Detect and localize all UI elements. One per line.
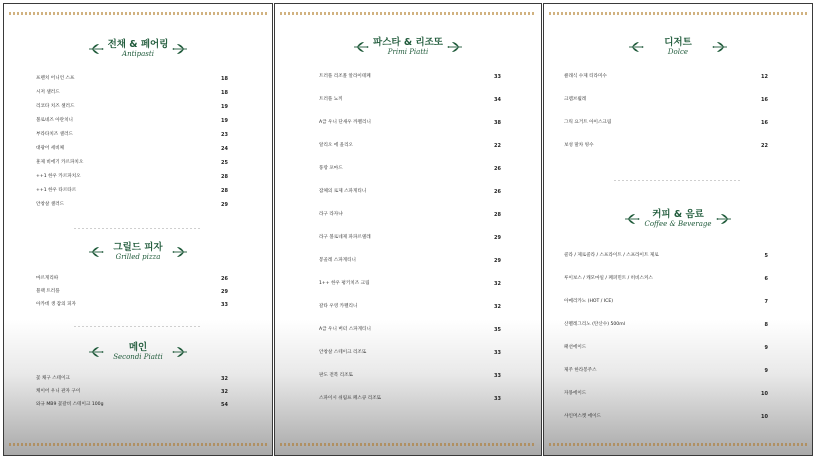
- menu-item: [319, 371, 501, 381]
- decorative-border-top: [9, 12, 267, 15]
- item-price: 8: [764, 322, 768, 328]
- item-name: 산펠레그리노 (탄산수) 500ml: [564, 322, 625, 327]
- item-price: 29: [494, 235, 501, 241]
- item-price: 32: [221, 376, 228, 382]
- menu-item: [564, 412, 768, 422]
- leaf-flourish-icon: [716, 213, 732, 225]
- item-price: 9: [764, 345, 768, 351]
- item-price: 33: [494, 350, 501, 356]
- item-price: 6: [764, 276, 768, 282]
- item-name: ++1 한우 카르파치오: [36, 174, 81, 179]
- item-price: 28: [221, 188, 228, 194]
- menu-item: [319, 325, 501, 335]
- item-name: A급 우니 단새우 까펠리니: [319, 120, 371, 125]
- menu-item: [564, 118, 768, 128]
- menu-item: [319, 302, 501, 312]
- section-antipasti: [4, 39, 272, 208]
- item-name: 훈제 비에기 카르파치오: [36, 160, 84, 165]
- section-title: 파스타 & 리조또: [373, 37, 443, 48]
- section-subtitle: Primi Piatti: [387, 48, 429, 56]
- item-price: 33: [494, 396, 501, 402]
- item-price: 25: [221, 160, 228, 166]
- leaf-flourish-icon: [172, 346, 188, 358]
- menu-item: [319, 72, 501, 82]
- menu-item: [319, 118, 501, 128]
- item-name: 대광어 세비체: [36, 146, 65, 151]
- menu-item: [36, 130, 228, 140]
- menu-item: [36, 287, 228, 297]
- item-price: 34: [494, 97, 501, 103]
- section-divider: [74, 228, 202, 229]
- item-name: 꽃 채구 스테이크: [36, 376, 70, 381]
- section-divider: [614, 180, 742, 181]
- decorative-border-bottom: [9, 443, 267, 446]
- menu-item: [36, 158, 228, 168]
- item-price: 32: [494, 281, 501, 287]
- leaf-flourish-icon: [172, 43, 188, 55]
- section-dolce: [544, 37, 812, 149]
- menu-page-3: [543, 3, 813, 456]
- item-price: 33: [221, 302, 228, 308]
- item-name: ++1 한우 타르타르: [36, 188, 77, 193]
- item-price: 19: [221, 104, 228, 110]
- item-price: 28: [221, 174, 228, 180]
- item-name: A급 우니 버터 스파게티니: [319, 327, 371, 332]
- item-price: 19: [221, 118, 228, 124]
- item-price: 7: [764, 299, 768, 305]
- item-name: 프렌치 어니언 스프: [36, 76, 75, 81]
- menu-page-1: [3, 3, 273, 456]
- leaf-flourish-icon: [88, 246, 104, 258]
- section-grilled-pizza: [4, 242, 272, 308]
- menu-item: [319, 279, 501, 289]
- menu-item: [36, 88, 228, 98]
- item-name: 클래식 수제 티라미수: [564, 74, 607, 79]
- menu-item: [319, 141, 501, 151]
- item-name: 볼로네즈 아란치니: [36, 118, 73, 123]
- item-price: 29: [221, 289, 228, 295]
- item-price: 9: [764, 368, 768, 374]
- section-title: 전채 & 페어링: [107, 39, 169, 50]
- item-name: 1++ 한우 평키치즈 크림: [319, 281, 370, 286]
- item-name: 콜라 / 제로콜라 / 스프라이트 / 스프라이트 제로: [564, 253, 659, 258]
- leaf-flourish-icon: [353, 41, 369, 53]
- item-price: 28: [494, 212, 501, 218]
- item-name: 시저 샐러드: [36, 90, 60, 95]
- item-name: 풍랑 포마드: [319, 166, 343, 171]
- menu-item: [564, 320, 768, 330]
- menu-item: [564, 366, 768, 376]
- decorative-border-bottom: [280, 443, 536, 446]
- item-name: 봉골레 스파게티니: [319, 258, 356, 263]
- item-price: 35: [494, 327, 501, 333]
- item-price: 29: [494, 258, 501, 264]
- menu-item: [36, 74, 228, 84]
- item-name: 안창살 스테이크 리조또: [319, 350, 367, 355]
- decorative-border-bottom: [549, 443, 807, 446]
- section-subtitle: Secondi Piatti: [113, 353, 163, 361]
- item-name: 아메리카노 (HOT / ICE): [564, 299, 614, 304]
- item-name: 라구 라자냐: [319, 212, 343, 217]
- menu-item: [319, 348, 501, 358]
- section-primi-piatti: [275, 37, 541, 402]
- item-name: 라구 볼로네제 파파르델레: [319, 235, 371, 240]
- item-name: 케이어 우니 관자 구이: [36, 389, 81, 394]
- item-price: 10: [761, 414, 768, 420]
- menu-item: [319, 233, 501, 243]
- item-name: 그릭 요거트 아이스크림: [564, 120, 612, 125]
- section-secondi-piatti: [4, 342, 272, 408]
- section-coffee-beverage: [544, 209, 812, 420]
- menu-item: [564, 297, 768, 307]
- item-price: 26: [494, 166, 501, 172]
- item-name: 자몽에이드: [564, 391, 587, 396]
- item-name: 아카데 생 잠의 피자: [36, 302, 76, 307]
- item-price: 29: [221, 202, 228, 208]
- section-subtitle: Grilled pizza: [115, 253, 161, 261]
- menu-item: [319, 187, 501, 197]
- leaf-flourish-icon: [628, 41, 644, 53]
- section-title: 커피 & 음료: [652, 209, 704, 220]
- menu-item: [564, 274, 768, 284]
- item-price: 26: [221, 276, 228, 282]
- leaf-flourish-icon: [88, 43, 104, 55]
- leaf-flourish-icon: [712, 41, 728, 53]
- menu-item: [36, 144, 228, 154]
- menu-item: [36, 200, 228, 210]
- leaf-flourish-icon: [447, 41, 463, 53]
- menu-item: [36, 387, 228, 397]
- section-heading: [544, 209, 812, 235]
- item-name: 안창살 샐러드: [36, 202, 65, 207]
- item-name: 리코타 치즈 샐러드: [36, 104, 75, 109]
- item-name: 제주 한라봉주스: [564, 368, 597, 373]
- menu-item: [564, 389, 768, 399]
- leaf-flourish-icon: [88, 346, 104, 358]
- item-name: 보성 말차 빙수: [564, 143, 594, 148]
- section-heading: [4, 342, 272, 368]
- item-price: 24: [221, 146, 228, 152]
- section-title: 그릴드 피자: [113, 242, 163, 253]
- menu-item: [319, 256, 501, 266]
- item-price: 33: [494, 74, 501, 80]
- item-price: 16: [761, 120, 768, 126]
- menu-item: [564, 72, 768, 82]
- item-price: 22: [494, 143, 501, 149]
- item-name: 트러플 뇨끼: [319, 97, 343, 102]
- menu-item: [36, 374, 228, 384]
- item-name: 와규 MB9 꽃갈비 스테이크 100g: [36, 402, 104, 407]
- item-name: 부라타치즈 샐러드: [36, 132, 73, 137]
- item-name: 샤인머스캣 에이드: [564, 414, 601, 419]
- section-heading: [4, 242, 272, 268]
- item-name: 잠체의 로제 스파게티니: [319, 189, 367, 194]
- menu-item: [564, 251, 768, 261]
- menu-item: [36, 274, 228, 284]
- menu-page-2: [274, 3, 542, 456]
- item-price: 18: [221, 76, 228, 82]
- item-price: 23: [221, 132, 228, 138]
- item-name: 마르게리따: [36, 276, 59, 281]
- section-subtitle: Coffee & Beverage: [644, 220, 712, 228]
- item-name: 트러플 리조폴 알라이테페: [319, 74, 371, 79]
- item-name: 판도 전복 리조또: [319, 373, 353, 378]
- item-price: 10: [761, 391, 768, 397]
- section-divider: [74, 326, 202, 327]
- item-price: 32: [221, 389, 228, 395]
- section-heading: [4, 39, 272, 65]
- item-price: 33: [494, 373, 501, 379]
- menu-item: [319, 164, 501, 174]
- menu-item: [564, 343, 768, 353]
- item-name: 루이보스 / 캐모마일 / 페퍼민트 / 히비스커스: [564, 276, 653, 281]
- menu-item: [36, 400, 228, 410]
- decorative-border-top: [549, 12, 807, 15]
- section-title: 디저트: [664, 37, 692, 48]
- section-subtitle: Dolce: [667, 48, 689, 56]
- leaf-flourish-icon: [624, 213, 640, 225]
- menu-item: [36, 102, 228, 112]
- section-heading: [544, 37, 812, 63]
- section-heading: [275, 37, 541, 63]
- menu-item: [319, 394, 501, 404]
- menu-item: [564, 95, 768, 105]
- item-name: 크렘브륄레: [564, 97, 587, 102]
- menu-item: [36, 186, 228, 196]
- item-name: 패션에이드: [564, 345, 587, 350]
- item-price: 54: [221, 402, 228, 408]
- menu-item: [36, 172, 228, 182]
- item-price: 38: [494, 120, 501, 126]
- item-price: 18: [221, 90, 228, 96]
- item-name: 갈타 우영 카펠리니: [319, 304, 358, 309]
- item-name: 블랙 트러플: [36, 289, 60, 294]
- item-price: 22: [761, 143, 768, 149]
- item-price: 16: [761, 97, 768, 103]
- menu-item: [319, 95, 501, 105]
- item-name: 스파이시 쉬림프 페스큐 리조또: [319, 396, 382, 401]
- item-price: 12: [761, 74, 768, 80]
- leaf-flourish-icon: [172, 246, 188, 258]
- menu-item: [36, 300, 228, 310]
- menu-item: [319, 210, 501, 220]
- item-price: 5: [764, 253, 768, 259]
- decorative-border-top: [280, 12, 536, 15]
- item-price: 26: [494, 189, 501, 195]
- item-name: 알리오 에 올리오: [319, 143, 353, 148]
- item-price: 32: [494, 304, 501, 310]
- section-subtitle: Antipasti: [122, 50, 154, 58]
- menu-item: [564, 141, 768, 151]
- menu-item: [36, 116, 228, 126]
- section-title: 메인: [128, 342, 148, 353]
